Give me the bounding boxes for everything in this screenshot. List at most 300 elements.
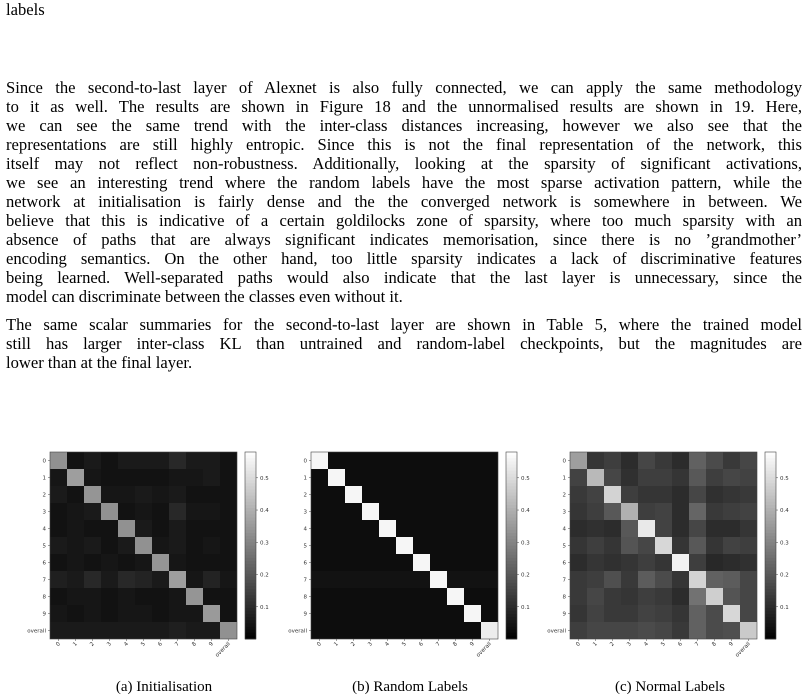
heatmap-cell: [84, 588, 101, 605]
heatmap-cell: [50, 571, 67, 588]
heatmap-cell: [587, 452, 604, 469]
heatmap-cell: [413, 520, 430, 537]
heatmap-cell: [570, 571, 587, 588]
heatmap-cell: [604, 588, 621, 605]
x-tick-label: 0: [316, 641, 323, 648]
heatmap-cell: [50, 622, 67, 639]
heatmap-cell: [67, 537, 84, 554]
heatmap-cell: [689, 605, 706, 622]
colorbar-segment: [245, 455, 256, 459]
heatmap-cell: [587, 486, 604, 503]
heatmap-cell: [135, 622, 152, 639]
heatmap-cell: [186, 520, 203, 537]
heatmap-cell: [464, 605, 481, 622]
heatmap-cell: [740, 554, 757, 571]
heatmap-cell: [118, 503, 135, 520]
colorbar-segment: [765, 598, 776, 602]
heatmap-cell: [220, 469, 237, 486]
colorbar-segment: [506, 567, 517, 571]
heatmap-cell: [135, 486, 152, 503]
heatmap-cell: [50, 486, 67, 503]
heatmap-cell: [84, 537, 101, 554]
heatmap-cell: [587, 503, 604, 520]
colorbar-segment: [765, 461, 776, 465]
heatmap-cell: [362, 588, 379, 605]
y-tick-label: 6: [303, 560, 307, 567]
heatmap-cell: [152, 571, 169, 588]
colorbar-segment: [506, 527, 517, 531]
text-line: Since the second-to-last layer of Alexnet is also fully connected, we can apply the same methodology: [6, 78, 802, 97]
heatmap-cell: [362, 452, 379, 469]
heatmap-cell: [655, 571, 672, 588]
heatmap-cell: [447, 588, 464, 605]
x-tick-label: overall: [475, 641, 493, 659]
heatmap-cell: [740, 503, 757, 520]
heatmap-cell: [84, 554, 101, 571]
heatmap-cell: [50, 554, 67, 571]
heatmap-cell: [345, 571, 362, 588]
heatmap-cell: [481, 605, 498, 622]
heatmap-cell: [447, 571, 464, 588]
colorbar-segment: [506, 617, 517, 621]
colorbar-segment: [765, 570, 776, 574]
colorbar-segment: [765, 627, 776, 631]
heatmap-cell: [413, 588, 430, 605]
heatmap-cell: [84, 571, 101, 588]
x-tick-label: 2: [350, 641, 357, 648]
heatmap-cell: [135, 469, 152, 486]
figure-initialisation: [20, 447, 270, 677]
colorbar-segment: [765, 577, 776, 581]
heatmap-cell: [570, 520, 587, 537]
heatmap-cell: [67, 469, 84, 486]
heatmap-cell: [67, 486, 84, 503]
y-tick-label: 8: [303, 594, 307, 601]
heatmap-cell: [604, 622, 621, 639]
heatmap-cell: [328, 503, 345, 520]
heatmap-cell: [186, 469, 203, 486]
colorbar-segment: [245, 598, 256, 602]
colorbar-segment: [245, 555, 256, 559]
colorbar-segment: [245, 464, 256, 468]
heatmap-cell: [689, 520, 706, 537]
colorbar-segment: [765, 483, 776, 487]
colorbar-segment: [765, 611, 776, 615]
heatmap-cell: [655, 469, 672, 486]
heatmap-cell: [362, 622, 379, 639]
heatmap-cell: [311, 503, 328, 520]
heatmap-cell: [169, 571, 186, 588]
heatmap-cell: [430, 554, 447, 571]
heatmap-cell: [481, 537, 498, 554]
x-tick-label: 0: [55, 641, 62, 648]
text-line: The same scalar summaries for the second-to-last layer are shown in Table 5, where the trained model: [6, 315, 802, 334]
heatmap-cell: [587, 520, 604, 537]
y-tick-label: 9: [562, 611, 566, 618]
heatmap-cell: [464, 469, 481, 486]
heatmap-cell: [50, 588, 67, 605]
colorbar-segment: [506, 555, 517, 559]
x-tick-label: 0: [575, 641, 582, 648]
text-line: model can discriminate between the classes even without it.: [6, 287, 403, 306]
colorbar-segment: [506, 480, 517, 484]
heatmap-cell: [723, 520, 740, 537]
y-tick-label: 3: [42, 509, 46, 516]
heatmap-cell: [311, 486, 328, 503]
colorbar-segment: [506, 583, 517, 587]
x-tick-label: 9: [469, 641, 476, 648]
y-tick-label: overall: [547, 628, 566, 635]
heatmap-cell: [481, 520, 498, 537]
heatmap-cell: [118, 554, 135, 571]
colorbar-segment: [506, 633, 517, 637]
heatmap-cell: [328, 520, 345, 537]
colorbar-tick-label: 0.1: [780, 604, 789, 611]
heatmap-cell: [447, 605, 464, 622]
heatmap-cell: [481, 571, 498, 588]
heatmap-cell: [186, 622, 203, 639]
heatmap-cell: [413, 554, 430, 571]
heatmap-cell: [152, 554, 169, 571]
heatmap-cell: [447, 503, 464, 520]
colorbar-segment: [765, 546, 776, 550]
colorbar-segment: [765, 614, 776, 618]
heatmap-cell: [135, 503, 152, 520]
heatmap-cell: [706, 503, 723, 520]
heatmap-cell: [655, 588, 672, 605]
heatmap-cell: [621, 486, 638, 503]
heatmap-cell: [723, 588, 740, 605]
colorbar-segment: [765, 592, 776, 596]
colorbar-segment: [245, 605, 256, 609]
heatmap-cell: [672, 537, 689, 554]
colorbar-segment: [506, 608, 517, 612]
x-tick-label: 7: [694, 641, 701, 648]
heatmap-cell: [481, 503, 498, 520]
heatmap-cell: [379, 571, 396, 588]
y-tick-label: 0: [303, 458, 307, 465]
heatmap-cell: [413, 605, 430, 622]
heatmap-cell: [345, 452, 362, 469]
heatmap-cell: [50, 520, 67, 537]
x-tick-label: 2: [609, 641, 616, 648]
colorbar-segment: [506, 570, 517, 574]
heatmap-cell: [186, 571, 203, 588]
heatmap-cell: [328, 588, 345, 605]
colorbar-segment: [245, 499, 256, 503]
heatmap-cell: [481, 588, 498, 605]
heatmap-cell: [84, 622, 101, 639]
colorbar-segment: [765, 608, 776, 612]
heatmap-cell: [203, 622, 220, 639]
heatmap-cell: [311, 605, 328, 622]
y-tick-label: 4: [562, 526, 566, 533]
heatmap-cell: [220, 503, 237, 520]
heatmap-cell: [655, 452, 672, 469]
colorbar-segment: [506, 458, 517, 462]
text-line: absence of paths that are always significant indicates memorisation, since there is no ’grandmother’: [6, 230, 802, 249]
heatmap-cell: [570, 554, 587, 571]
heatmap-cell: [464, 503, 481, 520]
heatmap-cell: [362, 554, 379, 571]
heatmap-cell: [84, 452, 101, 469]
heatmap-cell: [689, 537, 706, 554]
colorbar-segment: [765, 489, 776, 493]
heatmap-cell: [447, 486, 464, 503]
colorbar-segment: [765, 595, 776, 599]
caption-initialisation: (a) Initialisation: [115, 679, 213, 695]
colorbar-segment: [765, 617, 776, 621]
colorbar-segment: [245, 477, 256, 481]
colorbar-segment: [765, 499, 776, 503]
heatmap-cell: [220, 520, 237, 537]
colorbar-segment: [506, 546, 517, 550]
heatmap-cell: [740, 452, 757, 469]
colorbar-segment: [765, 586, 776, 590]
colorbar-segment: [245, 617, 256, 621]
heatmap-cell: [396, 605, 413, 622]
heatmap-cell: [84, 469, 101, 486]
y-tick-label: overall: [27, 628, 46, 635]
heatmap-cell: [723, 605, 740, 622]
heatmap-cell: [328, 571, 345, 588]
colorbar-tick-label: 0.3: [521, 540, 530, 547]
heatmap-cell: [638, 605, 655, 622]
colorbar-segment: [765, 564, 776, 568]
heatmap-cell: [689, 503, 706, 520]
heatmap-cell: [203, 537, 220, 554]
heatmap-cell: [362, 520, 379, 537]
heatmap-cell: [570, 486, 587, 503]
heatmap-cell: [396, 571, 413, 588]
colorbar-segment: [245, 602, 256, 606]
heatmap-cell: [621, 452, 638, 469]
colorbar-segment: [245, 452, 256, 456]
colorbar-segment: [765, 623, 776, 627]
heatmap-cell: [220, 452, 237, 469]
heatmap-cell: [447, 537, 464, 554]
y-tick-label: 2: [562, 492, 566, 499]
y-tick-label: 7: [303, 577, 307, 584]
heatmap-cell: [396, 588, 413, 605]
colorbar-segment: [765, 521, 776, 525]
heatmap-cell: [67, 622, 84, 639]
heatmap-cell: [655, 520, 672, 537]
heatmap-cell: [672, 554, 689, 571]
heatmap-cell: [152, 469, 169, 486]
y-tick-label: 1: [42, 475, 46, 482]
heatmap-cell: [587, 622, 604, 639]
heatmap-cell: [379, 588, 396, 605]
heatmap-cell: [587, 469, 604, 486]
heatmap-cell: [118, 469, 135, 486]
heatmap-cell: [345, 622, 362, 639]
heatmap-cell: [740, 588, 757, 605]
colorbar-segment: [506, 595, 517, 599]
heatmap-cell: [723, 452, 740, 469]
heatmap-cell: [101, 486, 118, 503]
heatmap-cell: [50, 605, 67, 622]
heatmap-cell: [638, 588, 655, 605]
heatmap-cell: [311, 469, 328, 486]
colorbar-segment: [765, 474, 776, 478]
y-tick-label: 4: [42, 526, 46, 533]
heatmap-cell: [362, 537, 379, 554]
colorbar-segment: [506, 505, 517, 509]
heatmap-cell: [672, 520, 689, 537]
figure-random-labels: [281, 447, 531, 677]
colorbar-segment: [506, 530, 517, 534]
colorbar-segment: [245, 592, 256, 596]
heatmap-cell: [311, 520, 328, 537]
text-line: to it as well. The results are shown in Figure 18 and the unnormalised results are shown in 19. Here,: [6, 97, 802, 116]
heatmap-cell: [203, 520, 220, 537]
heatmap-cell: [587, 588, 604, 605]
heatmap-cell: [655, 486, 672, 503]
heatmap-cell: [50, 469, 67, 486]
colorbar-segment: [506, 524, 517, 528]
y-tick-label: 3: [303, 509, 307, 516]
heatmap-cell: [706, 588, 723, 605]
heatmap-cell: [67, 588, 84, 605]
colorbar-segment: [506, 539, 517, 543]
heatmap-cell: [638, 452, 655, 469]
x-tick-label: 1: [592, 641, 599, 648]
heatmap-cell: [203, 469, 220, 486]
heatmap-cell: [345, 605, 362, 622]
heatmap-cell: [169, 469, 186, 486]
heatmap-cell: [621, 554, 638, 571]
x-tick-label: 7: [174, 641, 181, 648]
colorbar-tick-label: 0.5: [780, 475, 789, 482]
colorbar-segment: [506, 477, 517, 481]
heatmap-cell: [101, 605, 118, 622]
heatmap-cell: [84, 520, 101, 537]
heatmap-cell: [464, 452, 481, 469]
text-line: believe that this is indicative of a certain goldilocks zone of sparsity, where too much sparsity with an: [6, 211, 802, 230]
heatmap-cell: [220, 605, 237, 622]
colorbar-tick-label: 0.4: [780, 508, 789, 515]
colorbar-segment: [245, 496, 256, 500]
heatmap-cell: [413, 571, 430, 588]
heatmap-cell: [740, 571, 757, 588]
heatmap-cell: [396, 554, 413, 571]
x-tick-label: 9: [728, 641, 735, 648]
heatmap-cell: [621, 622, 638, 639]
heatmap-cell: [396, 486, 413, 503]
heatmap-cell: [135, 452, 152, 469]
colorbar-segment: [765, 539, 776, 543]
colorbar-segment: [506, 589, 517, 593]
colorbar-segment: [245, 511, 256, 515]
heatmap-cell: [430, 486, 447, 503]
fragment-line: labels: [6, 0, 45, 19]
y-tick-label: 9: [303, 611, 307, 618]
heatmap-cell: [723, 571, 740, 588]
colorbar-segment: [765, 561, 776, 565]
heatmap-cell: [604, 554, 621, 571]
heatmap-cell: [413, 503, 430, 520]
colorbar-segment: [506, 536, 517, 540]
heatmap-cell: [186, 486, 203, 503]
heatmap-cell: [345, 537, 362, 554]
heatmap-cell: [186, 452, 203, 469]
heatmap-cell: [379, 469, 396, 486]
heatmap-cell: [430, 622, 447, 639]
heatmap-cell: [413, 486, 430, 503]
colorbar-segment: [506, 611, 517, 615]
heatmap-cell: [311, 622, 328, 639]
colorbar-segment: [245, 521, 256, 525]
colorbar-segment: [506, 605, 517, 609]
heatmap-cell: [481, 622, 498, 639]
heatmap-cell: [706, 469, 723, 486]
heatmap-cell: [328, 622, 345, 639]
heatmap-cell: [101, 503, 118, 520]
heatmap-cell: [186, 503, 203, 520]
heatmap-cell: [118, 588, 135, 605]
heatmap-cell: [345, 469, 362, 486]
heatmap-cell: [311, 537, 328, 554]
heatmap-cell: [481, 486, 498, 503]
colorbar-segment: [765, 633, 776, 637]
heatmap-cell: [464, 520, 481, 537]
colorbar-segment: [506, 598, 517, 602]
colorbar-segment: [245, 561, 256, 565]
colorbar-segment: [765, 452, 776, 456]
colorbar-segment: [765, 514, 776, 518]
x-tick-label: 9: [208, 641, 215, 648]
colorbar-segment: [765, 505, 776, 509]
heatmap-cell: [706, 605, 723, 622]
heatmap-cell: [186, 537, 203, 554]
heatmap-cell: [328, 537, 345, 554]
heatmap-cell: [169, 452, 186, 469]
heatmap-cell: [706, 537, 723, 554]
heatmap-cell: [362, 503, 379, 520]
colorbar-segment: [506, 508, 517, 512]
colorbar-segment: [506, 623, 517, 627]
y-tick-label: 9: [42, 611, 46, 618]
heatmap-cell: [169, 486, 186, 503]
x-tick-label: 2: [89, 641, 96, 648]
heatmap-cell: [672, 452, 689, 469]
colorbar-segment: [506, 627, 517, 631]
heatmap-cell: [152, 537, 169, 554]
heatmap-cell: [638, 622, 655, 639]
colorbar-segment: [245, 536, 256, 540]
text-line: encoding semantics. On the other hand, too little sparsity indicates a lack of discriminative features: [6, 249, 802, 268]
y-tick-label: 1: [562, 475, 566, 482]
heatmap-cell: [379, 520, 396, 537]
heatmap-cell: [638, 554, 655, 571]
heatmap-cell: [570, 588, 587, 605]
heatmap-cell: [464, 571, 481, 588]
heatmap-cell: [345, 503, 362, 520]
colorbar-segment: [765, 533, 776, 537]
colorbar-segment: [765, 630, 776, 634]
colorbar-segment: [245, 486, 256, 490]
colorbar-segment: [245, 570, 256, 574]
colorbar-segment: [506, 586, 517, 590]
heatmap-cell: [570, 605, 587, 622]
heatmap-cell: [345, 588, 362, 605]
heatmap-cell: [220, 588, 237, 605]
heatmap-cell: [447, 554, 464, 571]
heatmap-cell: [430, 452, 447, 469]
colorbar-segment: [506, 514, 517, 518]
colorbar-segment: [245, 471, 256, 475]
